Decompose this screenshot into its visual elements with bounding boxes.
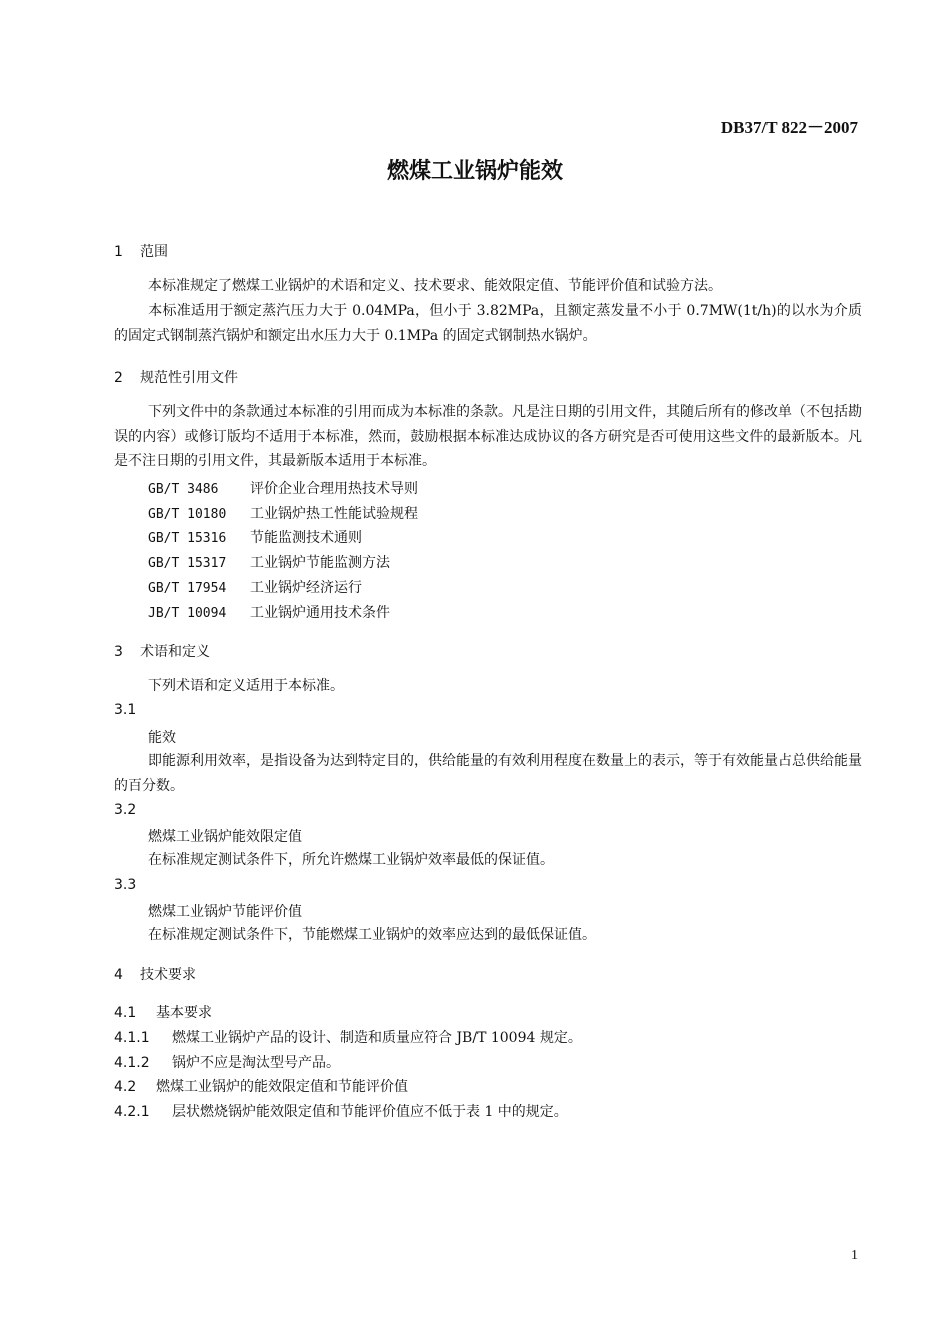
reference-item: JB/T 10094 工业锅炉通用技术条件	[148, 605, 390, 621]
clause-4-2: 4.2 燃煤工业锅炉的能效限定值和节能评价值	[114, 1079, 408, 1095]
clause-4-1: 4.1 基本要求	[114, 1005, 212, 1021]
term-number: 3.2	[114, 802, 137, 818]
reference-item: GB/T 15316 节能监测技术通则	[148, 530, 362, 546]
reference-item: GB/T 10180 工业锅炉热工性能试验规程	[148, 506, 418, 522]
section-3-heading: 3 术语和定义	[114, 644, 210, 660]
term-definition: 在标准规定测试条件下，所允许燃煤工业锅炉效率最低的保证值。	[148, 852, 554, 868]
section-2-paragraph: 下列文件中的条款通过本标准的引用而成为本标准的条款。凡是注日期的引用文件，其随后所有的修改单（不包括勘误的内容）或修订版均不适用于本标准，然而，鼓励根据本标准达成协议的各方研究是否可使用这些文件的最新版本。凡是不注日期的引用文件，其最新版本适用于本标准。	[114, 404, 862, 469]
term-name: 燃煤工业锅炉节能评价值	[148, 904, 302, 920]
term-number: 3.3	[114, 877, 137, 893]
clause-4-1-1: 4.1.1 燃煤工业锅炉产品的设计、制造和质量应符合 JB/T 10094 规定。	[114, 1030, 582, 1046]
section-title: 范围	[140, 244, 168, 260]
term-number: 3.1	[114, 702, 137, 718]
reference-item: GB/T 17954 工业锅炉经济运行	[148, 580, 362, 596]
section-2-heading: 2 规范性引用文件	[114, 370, 238, 386]
page-number: 1	[851, 1248, 858, 1263]
term-definition: 即能源利用效率，是指设备为达到特定目的，供给能量的有效利用程度在数量上的表示，等于有效能量占总供给能量的百分数。	[114, 753, 862, 794]
section-number: 1	[114, 244, 123, 260]
page-title: 燃煤工业锅炉能效	[386, 159, 563, 184]
term-definition: 在标准规定测试条件下，节能燃煤工业锅炉的效率应达到的最低保证值。	[148, 927, 596, 943]
term-name: 能效	[148, 730, 176, 746]
standard-code: DB37/T 822－2007	[720, 118, 858, 137]
section-1-paragraph-2: 本标准适用于额定蒸汽压力大于 0.04MPa，但小于 3.82MPa，且额定蒸发量不小于 0.7MW(1t/h)的以水为介质的固定式钢制蒸汽锅炉和额定出水压力大于 0.1MPa 的固定式钢制热水锅炉。	[114, 303, 862, 344]
section-1-paragraph-1: 本标准规定了燃煤工业锅炉的术语和定义、技术要求、能效限定值、节能评价值和试验方法。	[148, 278, 722, 294]
reference-item: GB/T 15317 工业锅炉节能监测方法	[148, 555, 390, 571]
clause-4-2-1: 4.2.1 层状燃烧锅炉能效限定值和节能评价值应不低于表 1 中的规定。	[114, 1104, 568, 1120]
clause-4-1-2: 4.1.2 锅炉不应是淘汰型号产品。	[114, 1055, 340, 1071]
section-3-intro: 下列术语和定义适用于本标准。	[148, 678, 344, 694]
term-name: 燃煤工业锅炉能效限定值	[148, 829, 302, 845]
reference-item: GB/T 3486 评价企业合理用热技术导则	[148, 481, 418, 497]
section-4-heading: 4 技术要求	[114, 967, 196, 983]
section-1-heading	[114, 241, 168, 261]
